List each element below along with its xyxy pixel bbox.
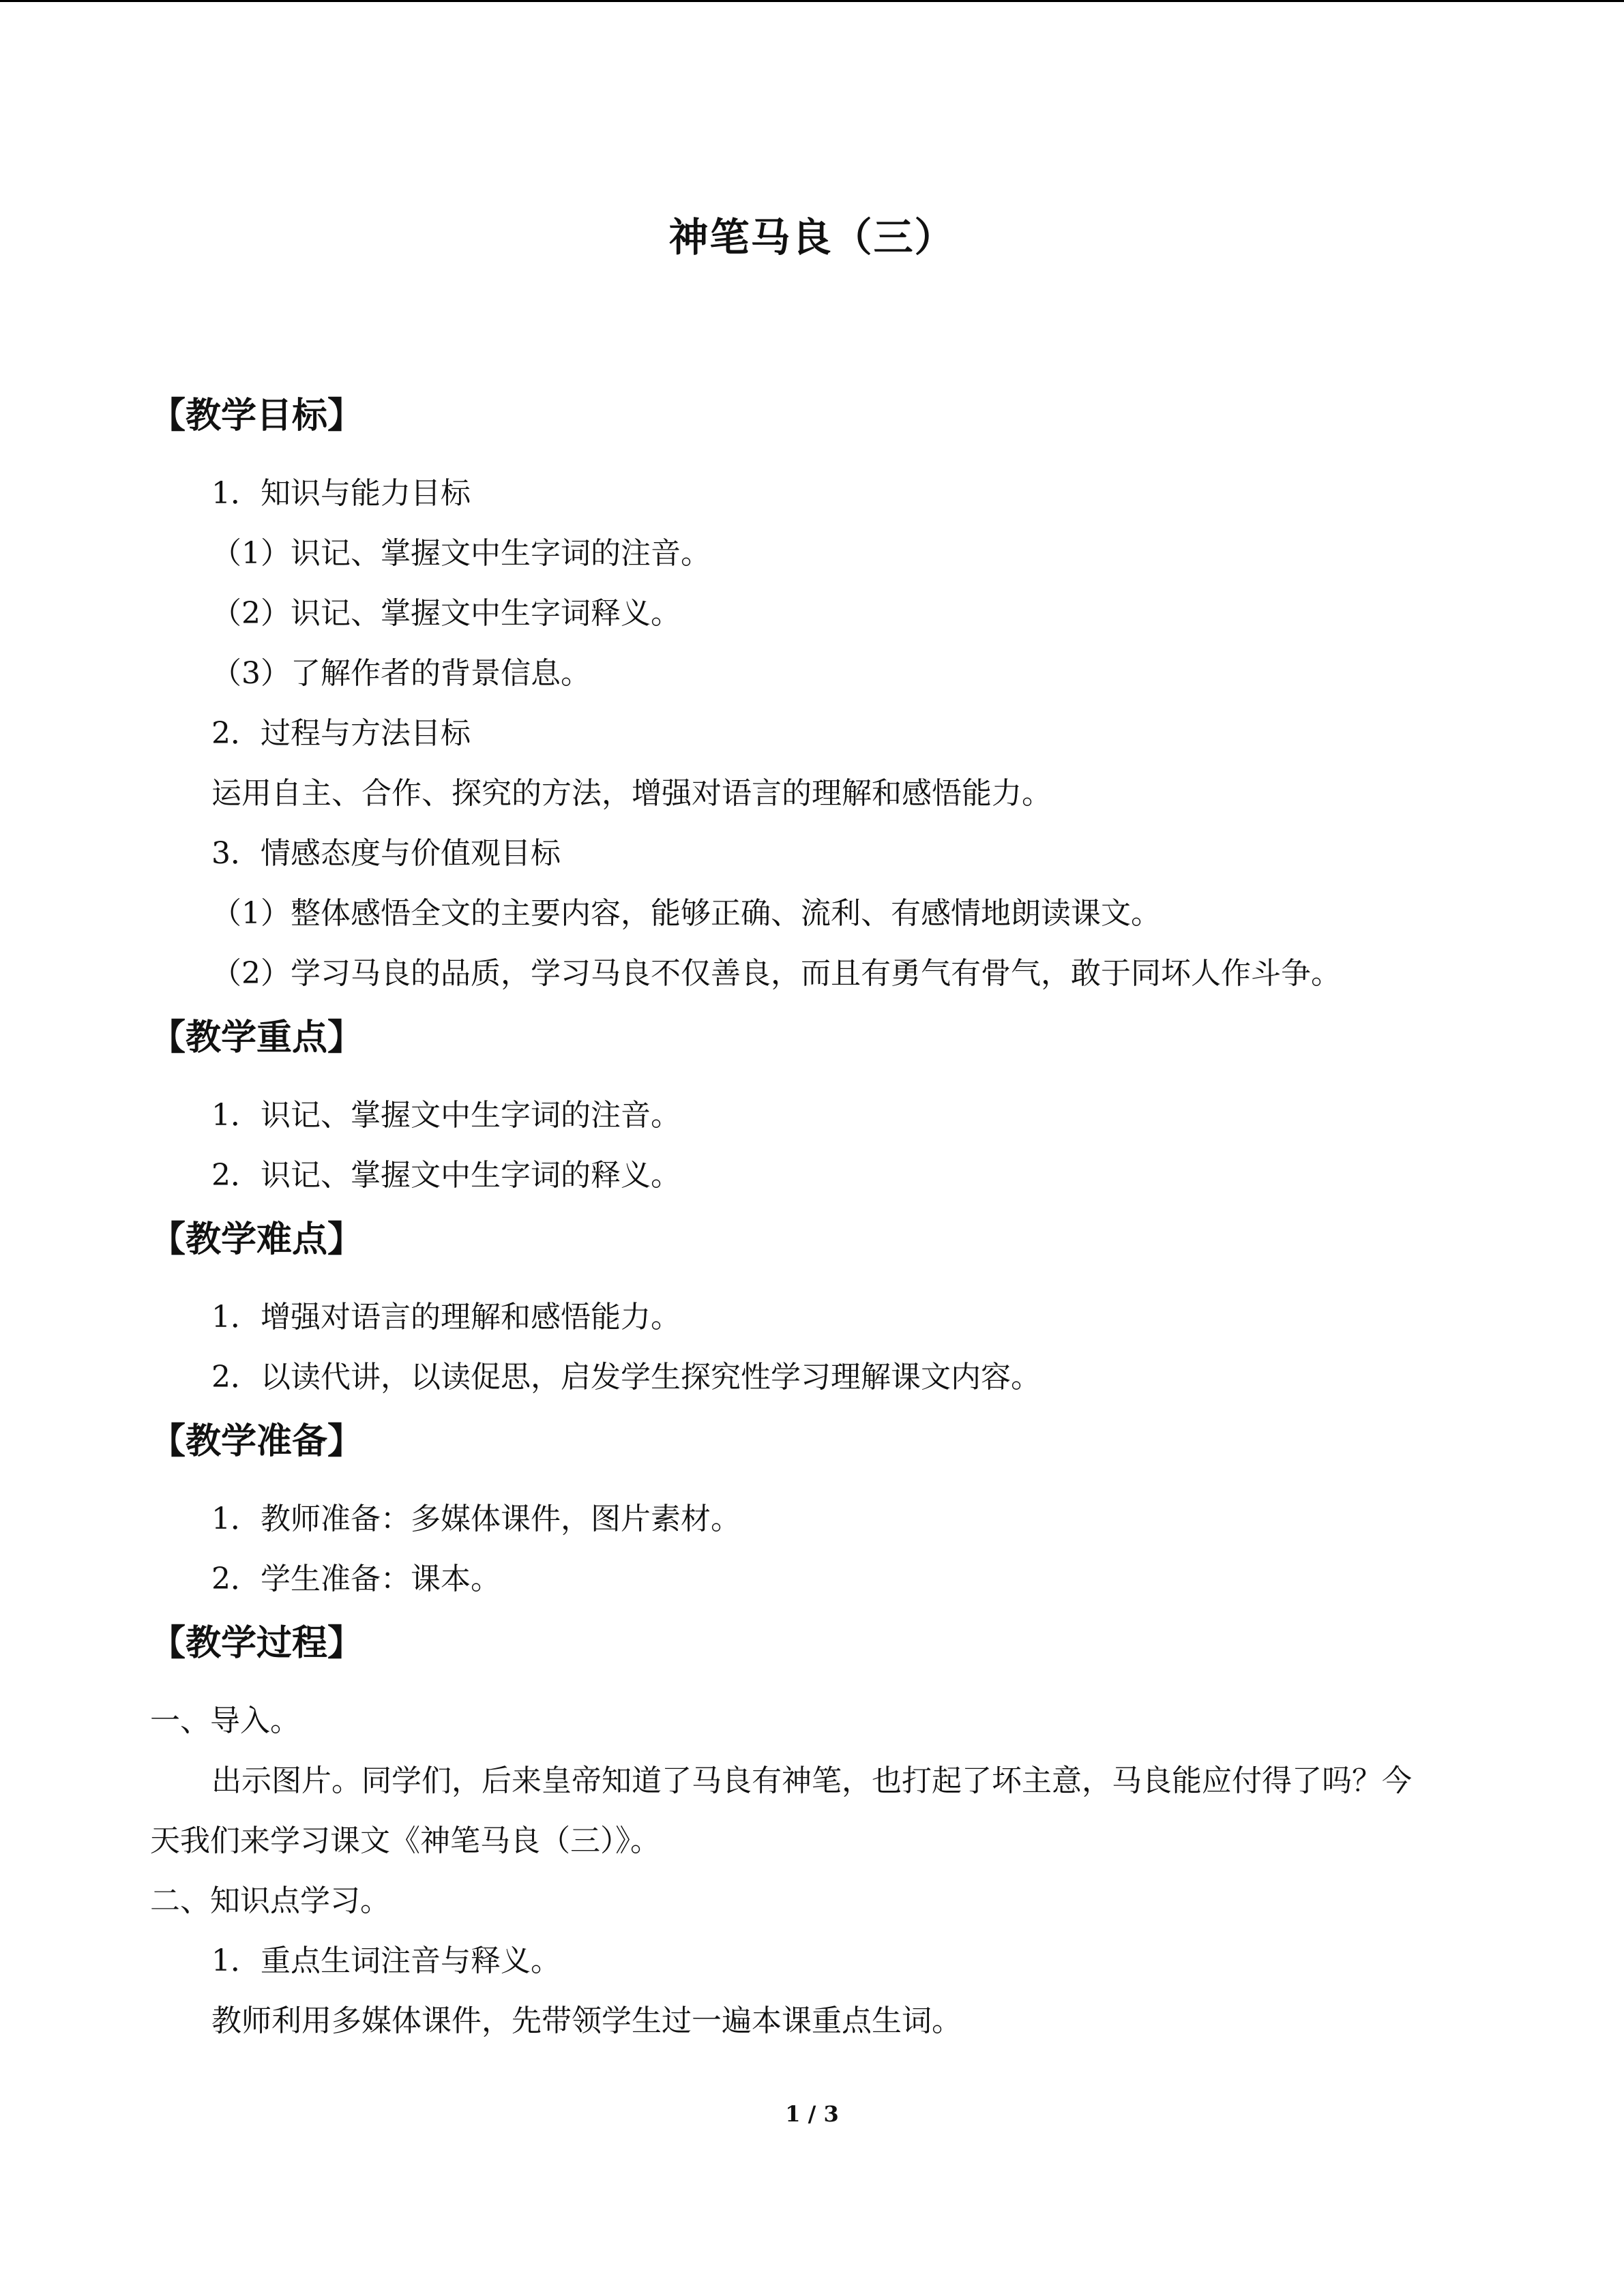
goal-line-4: （3）了解作者的背景信息。: [211, 656, 591, 691]
goal-line-5: 2．过程与方法目标: [211, 716, 471, 751]
process-step2-sub1: 1．重点生词注音与释义。: [211, 1943, 561, 1978]
spacer: [150, 1476, 1501, 1489]
spacer: [150, 450, 1501, 464]
goal-line-1: 1．知识与能力目标: [211, 476, 471, 511]
document-title: 神笔马良（三）: [668, 214, 956, 260]
top-border-rule: [0, 0, 1624, 2]
difficulty-line-1: 1．增强对语言的理解和感悟能力。: [211, 1300, 681, 1335]
process-step2-sub1-paragraph: 教师利用多媒体课件，先带领学生过一遍本课重点生词。: [211, 2003, 962, 2038]
spacer: [150, 1072, 1501, 1086]
process-step1-paragraph: 出示图片。同学们，后来皇帝知道了马良有神笔，也打起了坏主意，马良能应付得了吗？今天我们来学习课文《神笔马良（三）》。: [150, 1763, 1412, 1858]
goal-line-6: 运用自主、合作、探究的方法，增强对语言的理解和感悟能力。: [211, 776, 1052, 811]
process-step2-title: 二、知识点学习。: [150, 1883, 390, 1918]
preparation-line-1: 1．教师准备：多媒体课件，图片素材。: [211, 1502, 741, 1536]
goal-line-9: （2）学习马良的品质，学习马良不仅善良，而且有勇气有骨气，敢于同坏人作斗争。: [211, 956, 1341, 991]
goal-line-2: （1）识记、掌握文中生字词的注音。: [211, 536, 711, 571]
key-point-line-2: 2．识记、掌握文中生字词的释义。: [211, 1158, 681, 1193]
section-heading-key-points: 【教学重点】: [150, 1017, 364, 1058]
key-point-line-1: 1．识记、掌握文中生字词的注音。: [211, 1098, 681, 1133]
section-heading-goals: 【教学目标】: [150, 396, 364, 436]
difficulty-line-2: 2．以读代讲，以读促思，启发学生探究性学习理解课文内容。: [211, 1360, 1041, 1395]
goal-line-8: （1）整体感悟全文的主要内容，能够正确、流利、有感情地朗读课文。: [211, 896, 1161, 931]
section-heading-difficulties: 【教学难点】: [150, 1219, 364, 1260]
section-heading-process: 【教学过程】: [150, 1623, 364, 1664]
process-step1-title: 一、导入。: [150, 1703, 300, 1738]
spacer: [150, 1274, 1501, 1287]
spacer: [150, 1678, 1501, 1691]
preparation-line-2: 2．学生准备：课本。: [211, 1562, 501, 1596]
goal-line-3: （2）识记、掌握文中生字词释义。: [211, 596, 681, 631]
document-body: [150, 382, 1501, 2051]
section-heading-preparation: 【教学准备】: [150, 1421, 364, 1462]
goal-line-7: 3．情感态度与价值观目标: [211, 836, 561, 871]
page-number: 1 / 3: [785, 2101, 839, 2127]
